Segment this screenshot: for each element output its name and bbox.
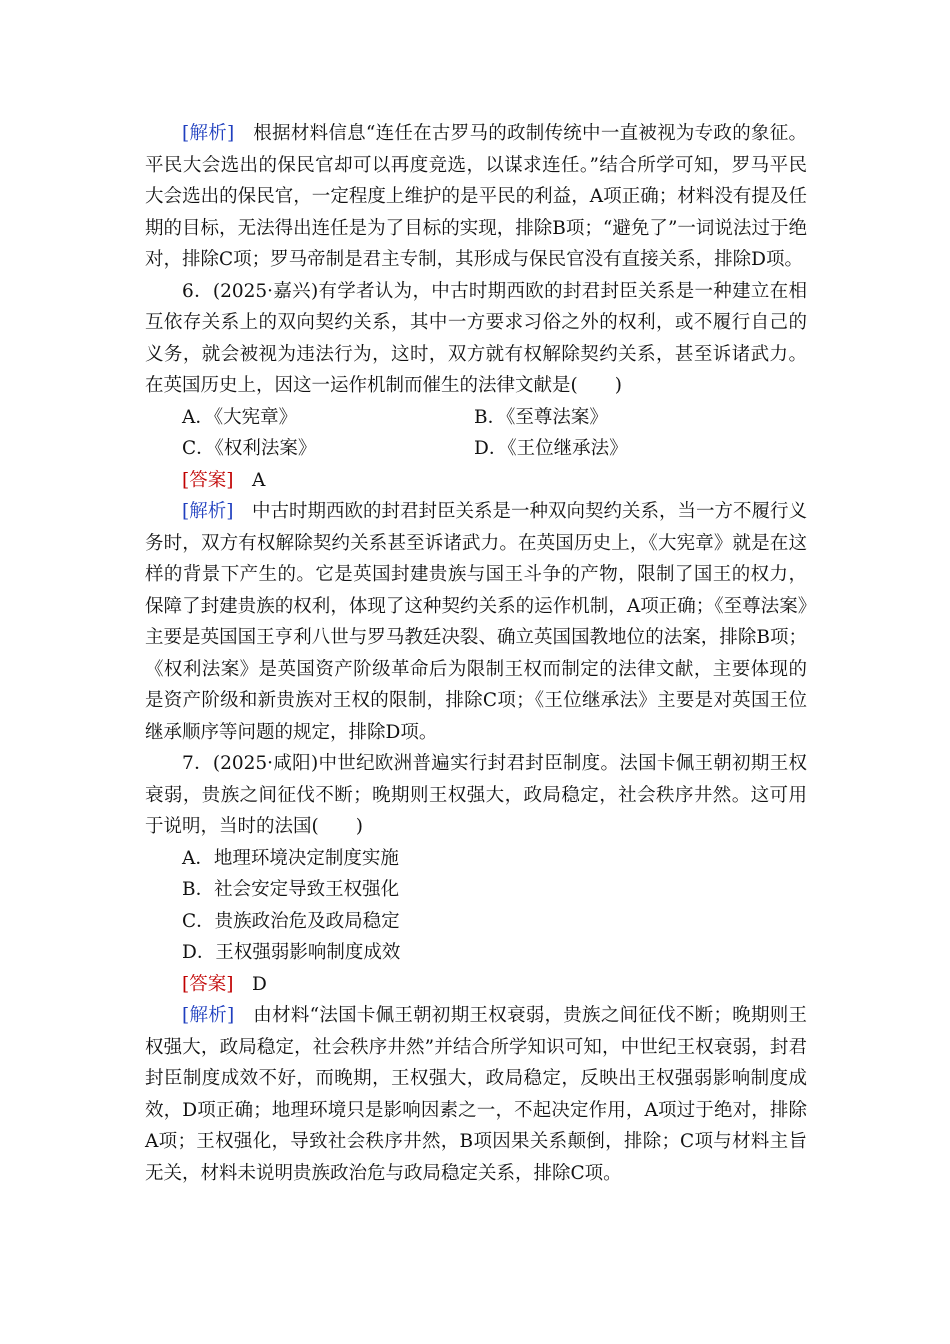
- document-page: [145, 118, 807, 1189]
- q6-analysis: [145, 496, 807, 748]
- q7-option-c: C．贵族政治危及政局稳定: [182, 910, 400, 932]
- analysis-text: 中古时期西欧的封君封臣关系是一种双向契约关系，当一方不履行义务时，双方有权解除契约关系甚至诉诸武力。在英国历史上，《大宪章》就是在这样的背景下产生的。它是英国封建贵族与国王斗争的产物，限制了国王的权力，保障了封建贵族的权利，体现了这种契约关系的运作机制，A项正确；《至尊法案》主要是英国国王亨利八世与罗马教廷决裂、确立英国国教地位的法案，排除B项；《权利法案》是英国资产阶级革命后为限制王权而制定的法律文献，主要体现的是资产阶级和新贵族对王权的限制，排除C项；《王位继承法》主要是对英国王位继承顺序等问题的规定，排除D项。: [145, 501, 807, 743]
- q6-stem: 6．(2025·嘉兴)有学者认为，中古时期西欧的封君封臣关系是一种建立在相互依存关系上的双向契约关系，其中一方要求习俗之外的权利，或不履行自己的义务，就会被视为违法行为，这时，双方就有权解除契约关系，甚至诉诸武力。在英国历史上，因这一运作机制而催生的法律文献是( ): [145, 280, 807, 396]
- analysis-label: [解析]: [182, 123, 235, 144]
- q6-option-a: A．《大宪章》: [182, 406, 298, 428]
- q7-answer-value: D: [251, 973, 267, 995]
- q6-answer: [145, 465, 807, 497]
- analysis-text: 根据材料信息“连任在古罗马的政制传统中一直被视为专政的象征。平民大会选出的保民官却可以再度竞选，以谋求连任。”结合所学可知，罗马平民大会选出的保民官，一定程度上维护的是平民的利益，A项正确；材料没有提及任期的目标，无法得出连任是为了目标的实现，排除B项；“避免了”一词说法过于绝对，排除C项；罗马帝制是君主专制，其形成与保民官没有直接关系，排除D项。: [145, 123, 808, 270]
- q6-answer-value: A: [251, 469, 266, 491]
- q5-analysis: [145, 118, 807, 276]
- q6-option-c: C．《权利法案》: [182, 438, 317, 459]
- q7-stem: 7．(2025·咸阳)中世纪欧洲普遍实行封君封臣制度。法国卡佩王朝初期王权衰弱，贵族之间征伐不断；晚期则王权强大，政局稳定，社会秩序井然。这可用于说明，当时的法国( ): [145, 753, 807, 837]
- q7-option-d: D．王权强弱影响制度成效: [182, 942, 401, 963]
- q6-option-b: B．《至尊法案》: [474, 406, 608, 428]
- q7-analysis: [145, 1000, 807, 1189]
- analysis-label: [解析]: [182, 501, 234, 522]
- q6-options: [145, 402, 807, 465]
- answer-label: [答案]: [182, 973, 234, 995]
- q6-option-d: D．《王位继承法》: [474, 438, 628, 459]
- analysis-label: [解析]: [182, 1005, 235, 1026]
- analysis-text: 由材料“法国卡佩王朝初期王权衰弱，贵族之间征伐不断；晚期则王权强大，政局稳定，社会秩序井然”并结合所学知识可知，中世纪王权衰弱，封君封臣制度成效不好，而晚期，王权强大，政局稳定，反映出王权强弱影响制度成效，D项正确；地理环境只是影响因素之一，不起决定作用，A项过于绝对，排除A项；王权强化，导致社会秩序井然，B项因果关系颠倒，排除；C项与材料主旨无关，材料未说明贵族政治危与政局稳定关系，排除C项。: [145, 1005, 808, 1184]
- q7-option-b: B．社会安定导致王权强化: [182, 879, 400, 900]
- q7-answer: [145, 969, 807, 1001]
- answer-label: [答案]: [182, 469, 234, 491]
- q7-option-a: A．地理环境决定制度实施: [182, 847, 399, 869]
